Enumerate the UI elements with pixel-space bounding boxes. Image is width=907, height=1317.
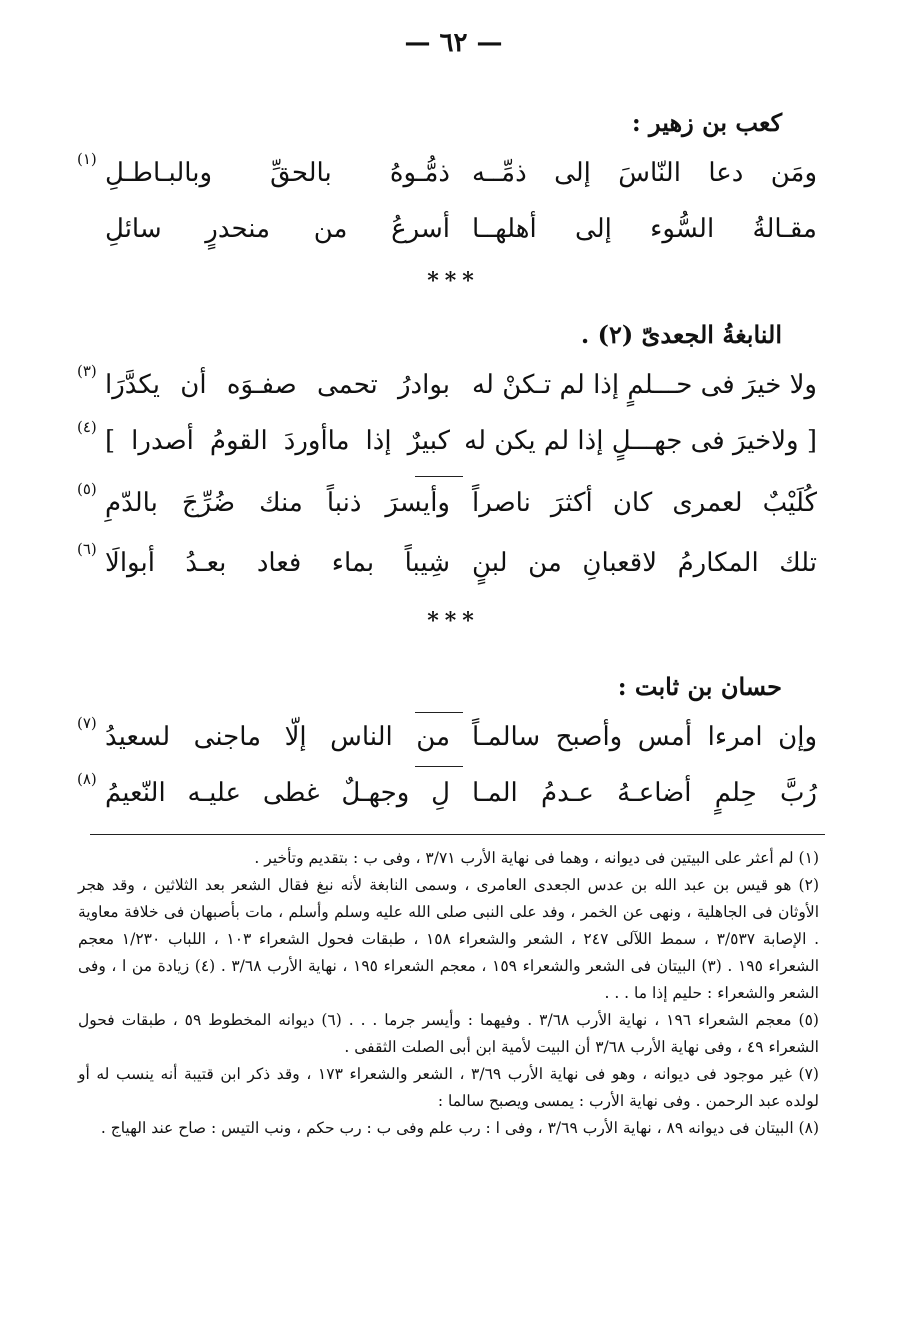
overline-mark bbox=[415, 712, 463, 713]
footnote-5-6: (٥) معجم الشعراء ١٩٦ ، نهاية الأرب ٣/٦٨ . وفيهما : وأيسر جرما . . . (٦) ديوانه المخطوط ٥٩ ، طبقات فحول الشعراء ٤٩ ، وفى نهاية الأرب ٣/٦٨ أن البيت لأمية ابن أبى الصلت الثقفى . bbox=[78, 1011, 819, 1056]
second-hemistich: لِ وجهـلٌ غطى عليـه النّعيمُ bbox=[105, 778, 450, 808]
section-separator: *** bbox=[427, 608, 480, 634]
overline-mark bbox=[415, 766, 463, 767]
first-hemistich: رُبَّ حِلمٍ أضاعـهُ عـدمُ المـا bbox=[472, 778, 817, 808]
page-number: — ٦٢ — bbox=[404, 28, 503, 58]
footnote-marker: (١) bbox=[77, 150, 97, 168]
verse-line bbox=[77, 480, 817, 534]
second-hemistich: شِيباً بماء فعاد بعـدُ أبوالَا bbox=[105, 548, 450, 578]
footnote-marker: (٨) bbox=[77, 770, 97, 788]
poet-heading: النابغةُ الجعدىّ (٢) . bbox=[580, 320, 782, 349]
footnote-marker: (٤) bbox=[77, 418, 97, 436]
section-separator: *** bbox=[427, 268, 480, 294]
first-hemistich: كُلَيْبٌ لعمرى كان أكثرَ ناصراً bbox=[472, 488, 817, 518]
footnote-2-4: (٢) هو قيس بن عبد الله بن عدس الجعدى العامرى ، وسمى النابغة لأنه نبغ فقال الشعر بعد الثلاثين ، وقد هجر الأوثان فى الجاهلية ، ونهى عن الخمر ، وفد على النبى صلى الله عليه وسلم وأسلم ، مات بأصبهان فى خلافة معاوية . الإصابة ٣/٥٣٧ ، سمط اللآلى ٢٤٧ ، الشعر والشعراء ١٥٨ ، طبقات فحول الشعراء ١٠٣ ، اللباب ١/٢٣٠ معجم الشعراء ١٩٥ . (٣) البيتان فى الشعر والشعراء ١٥٩ ، معجم الشعراء ١٩٥ ، نهاية الأرب ٣/٦٨ . (٤) زيادة من ا ، وفى الشعر والشعراء : حليم إذا ما . . . bbox=[78, 876, 820, 1002]
footnote-marker: (٦) bbox=[77, 540, 97, 558]
first-hemistich: ومَن دعا النّاسَ إلى ذمِّــه bbox=[472, 158, 817, 188]
footnote-marker: (٥) bbox=[77, 480, 97, 498]
verse-line bbox=[77, 714, 817, 768]
verse-line bbox=[105, 214, 817, 260]
overline-mark bbox=[415, 476, 463, 477]
second-hemistich: من الناس إلّا ماجنى لسعيدُ bbox=[105, 722, 450, 752]
footnote-separator bbox=[90, 834, 825, 835]
second-hemistich: أسرعُ من منحدرٍ سائلِ bbox=[105, 214, 450, 244]
first-hemistich: ولا خيرَ فى حـــلمٍ إذا لم تـكنْ له bbox=[472, 370, 817, 400]
verse-line bbox=[77, 362, 817, 416]
first-hemistich: [ ولاخيرَ فى جهـــلٍ إذا لم يكن له bbox=[464, 426, 817, 456]
footnotes bbox=[78, 845, 819, 1142]
verse-line bbox=[77, 150, 817, 204]
footnote-marker: (٧) bbox=[77, 714, 97, 732]
second-hemistich: ذمُّـوهُ بالحقِّ وبالبـاطـلِ bbox=[105, 158, 450, 188]
poet-heading: كعب بن زهير : bbox=[631, 108, 782, 137]
first-hemistich: تلك المكارمُ لاقعبانِ من لبنٍ bbox=[472, 548, 817, 578]
poet-heading: حسان بن ثابت : bbox=[617, 672, 782, 701]
verse-line bbox=[77, 770, 817, 824]
second-hemistich: كبيرٌ إذا ماأوردَ القومُ أصدرا ] bbox=[105, 426, 450, 456]
verse-line bbox=[77, 540, 817, 594]
verse-line bbox=[77, 418, 817, 472]
footnote-1: (١) لم أعثر على البيتين فى ديوانه ، وهما فى نهاية الأرب ٣/٧١ ، وفى ب : بتقديم وتأخير . bbox=[254, 849, 819, 867]
footnote-marker: (٣) bbox=[77, 362, 97, 380]
second-hemistich: بوادرُ تحمى صفـوَه أن يكدَّرَا bbox=[105, 370, 450, 400]
first-hemistich: وإن امرءا أمس وأصبح سالمـاً bbox=[472, 722, 817, 752]
first-hemistich: مقـالةُ السُّوء إلى أهلهــا bbox=[472, 214, 817, 244]
second-hemistich: وأيسرَ ذنباً منك ضُرِّجَ بالدّمِ bbox=[105, 488, 450, 518]
footnote-7: (٧) غير موجود فى ديوانه ، وهو فى نهاية الأرب ٣/٦٩ ، الشعر والشعراء ١٧٣ ، وقد ذكر ابن قتيبة أنه ينسب له أو لولده عبد الرحمن . وفى نهاية الأرب : يمسى ويصبح سالما : bbox=[78, 1065, 819, 1110]
footnote-8: (٨) البيتان فى ديوانه ٨٩ ، نهاية الأرب ٣/٦٩ ، وفى ا : رب علم وفى ب : رب حكم ، ونب التيس : صاح عند الهياج . bbox=[100, 1119, 819, 1137]
